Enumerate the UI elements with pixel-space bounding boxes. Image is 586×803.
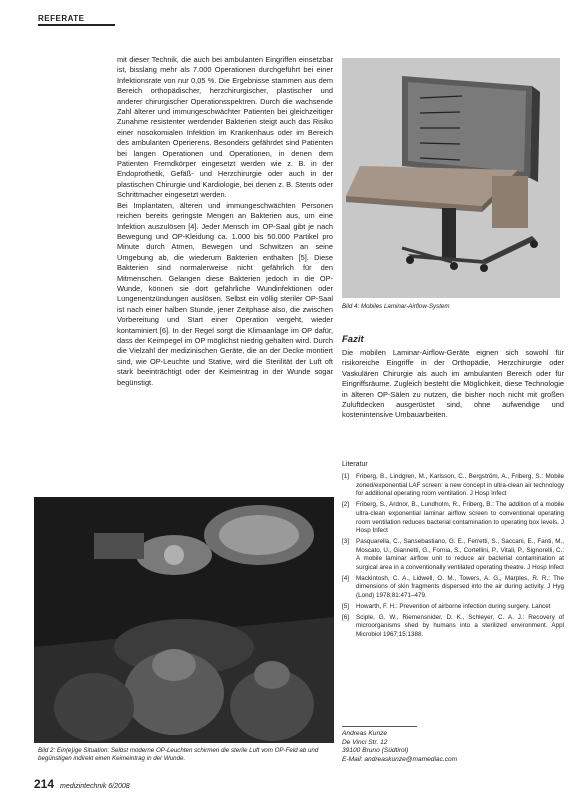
- author-street: De Vinci Str. 12: [342, 738, 388, 746]
- fazit-heading: Fazit: [342, 334, 364, 345]
- reference-item: [1] Friberg, B., Lindgren, M., Karlsson, C., Bergström, A., Friberg, S.: Mobile zoned/exponential LAF screen: a new concept in ultra-clean air technology for additional operating room ventilation. J Hosp Infect: [342, 473, 564, 498]
- page-footer: [34, 777, 130, 791]
- reference-item: [3] Pasquarella, C., Sansebastiano, G. E., Ferretti, S., Saccani, E., Fanti, M., Moscato, U., Giannetti, G., Fornia, S., Cortellini, P., Vitali, P., Signorelli, C.: A mobile laminar airflow unit to reduce air bacterial contamination at surgical area in a conventionally ventilated operating theatre. J Hosp Infect: [342, 537, 564, 572]
- fazit-paragraph: Die mobilen Laminar-Airflow-Geräte eignen sich sowohl für risikoreiche Eingriffe in der Orthopädie, Herzchirurgie oder Vaskulären Chirurgie als auch im ambulanten Bereich oder für Eingriffsräume. Zugleich besteht die Möglichkeit, diese Technologie in älteren OP-Sälen zu nutzen, die bisher noch nicht mit großen Zuluftdecken ausgerüstet sind, ohne aufwendige und kostenintensive Umbauarbeiten.: [342, 348, 564, 420]
- reference-item: [4] Mackintosh, C. A., Lidwell, O. M., Towers, A. G., Marples, R. R.: The dimensions of skin fragments dispersed into the air during activity. J Hyg (Lond) 1978;81:471–479.: [342, 574, 564, 600]
- author-city: 39100 Bruno (Südtirol): [342, 747, 409, 754]
- body-paragraph-1: mit dieser Technik, die auch bei ambulanten Eingriffen einsetzbar ist, bisslang mehr als 7.000 Operationen durchgeführt bei einer Infektionsrate von nur 0,05 %. Die Ergebnisse stammen aus dem Bereich orthopädischer, herzchirurgischer, plastischer und anderer chirurgischer Operationsspektren. Durch die wachsende Zahl älterer und immungeschwächter Patienten bei gleichzeitiger Zunahme resistenter werdender Bakterien steigt auch das Risiko einer nosokomialen Infektion im Krankenhaus oder im Bereich des ambulanten Operierens. Besonders gefährdet sind Patienten bei langen Operationen und Operationen, in denen dem Patienten Fremdkörper eingesetzt werden wie z. B. in der Endoprothetik, Gefäß- und Herzchirurgie oder auch in der plastischen Chirurgie und Kardiologie, bei denen z. B. Stents oder Schrittmacher eingesetzt werden.: [117, 55, 333, 200]
- operating-room-photo-illustration: [34, 497, 334, 743]
- reference-item: [6] Sciple, G. W., Riemensnider, D. K., Schleyer, C. A. J.: Recovery of microorganisms shed by humans into a sterilized environment. Appl Microbiol 1967;15:1388.: [342, 613, 564, 638]
- reference-item: [5] Howarth, F. H.: Prevention of airborne infection during surgery. Lancet: [342, 602, 551, 610]
- figure-4-caption: Bild 4: Mobiles Laminar-Airflow-System: [342, 303, 450, 310]
- body-paragraph-2: Bei Implantaten, älteren und immungeschwächten Personen reichen bereits geringste Mengen an Bakterien aus, um eine Infektion auszulösen [4]. Jeder Mensch im OP-Saal gibt je nach Bewegung und OP-Kleidung ca. 1.000 bis 50.000 Partikel pro Minute durch Atmen, Bewegen und Schwitzen an seine Umgebung ab, die wiederum Bakterien enthalten [5]. Diese Bakterien sind normalerweise nicht gefährlich für den Mitmenschen. Gelangen diese Bakterien jedoch in die OP-Wunde, können sie dort gefährliche Wundinfektionen oder Lungenentzündungen auslösen. Selbst ein völlig steriler OP-Saal ist nach einer halben Stunde, jener Zeitphase also, die zwischen Vorbereitung und Start einer Operation vergeht, wieder kontaminiert [6]. In der Regel sorgt die Klimaanlage im OP dafür, dass der Keimpegel im OP möglichst niedrig gehalten wird. Durch die Vielzahl der medizinischen Geräte, die an der Decke montiert sind, wie OP-Leuchte und Stative, wird die Sterilität der Luft oft stark beeinträchtigt oder der Keimeintrag in der Wunde sogar begünstigt.: [117, 200, 333, 387]
- reference-list: [342, 473, 564, 642]
- figure-2-operating-room-photo: [34, 497, 334, 743]
- section-header: REFERATE: [38, 14, 115, 26]
- figure-4-mobile-laf-system: [342, 58, 560, 298]
- figure-2-caption: Bild 2: Ein(e)ige Situation: Selbst moderne OP-Leuchten schirmen die sterile Luft vom OP-Feld ab und begünstigen indirekt einen Keimeintrag in der Wunde.: [38, 747, 319, 763]
- author-name: Andreas Kunze: [342, 730, 388, 737]
- journal-name: medizintechnik 6/2008: [60, 783, 130, 790]
- reference-item: [2] Friberg, S., Ardnor, B., Lundholm, R., Friberg, B.: The addition of a mobile ultra-clean exponential laminar airflow screen to conventional operating room ventilation reduces bacterial contamination to operating box levels. J Hosp Infect: [342, 501, 564, 535]
- author-contact-block: [342, 726, 458, 764]
- article-body-column: [117, 55, 333, 388]
- mobile-laf-unit-illustration: [342, 58, 560, 298]
- page-number: 214: [34, 777, 55, 791]
- literature-heading: Literatur: [342, 461, 368, 468]
- author-email: E-Mail: andreaskunze@mamediac.com: [342, 755, 458, 763]
